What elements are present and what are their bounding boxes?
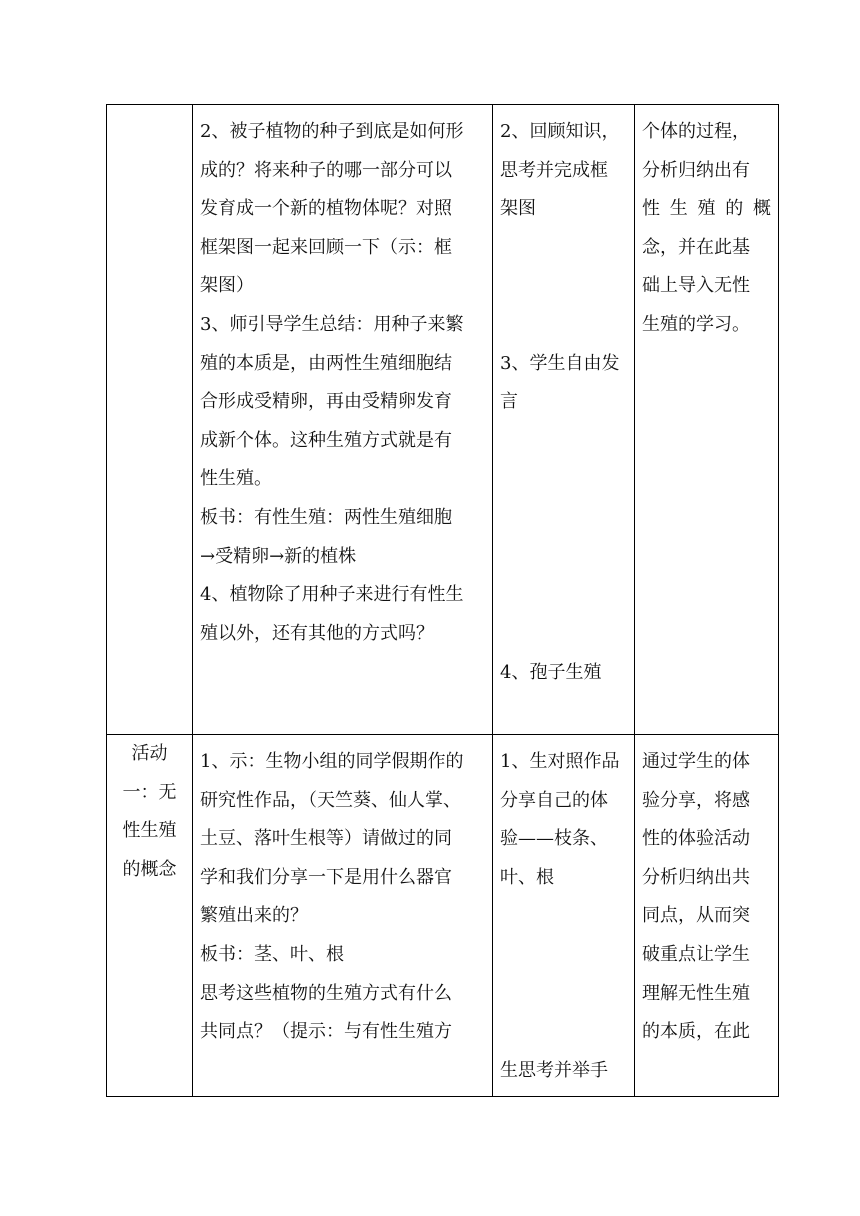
lesson-plan-table (106, 104, 779, 1097)
student-text-line: 2、回顾知识， (500, 121, 620, 142)
table-row (107, 735, 779, 1097)
student-text-line: 架图 (500, 198, 536, 220)
table-row (107, 105, 779, 735)
student-text-line: 1、生对照作品 (500, 751, 620, 772)
teacher-text-line: 学和我们分享一下是用什么器官 (200, 866, 452, 888)
stage-text-line: 的概念 (122, 858, 177, 880)
intent-text-line: 生殖的学习。 (642, 313, 750, 335)
teacher-text-line: 框架图一起来回顾一下（示：框 (200, 236, 452, 258)
teacher-text-line: 殖以外，还有其他的方式吗？ (200, 622, 434, 644)
student-text-line: 言 (500, 391, 518, 413)
teacher-text-line: 共同点？（提示：与有性生殖方 (200, 1021, 452, 1043)
intent-text-line: 理解无性生殖 (642, 982, 750, 1004)
student-text-line: 分享自己的体 (500, 789, 608, 811)
intent-text-line: 念，并在此基 (642, 236, 750, 258)
student-text-line: 叶、根 (500, 866, 554, 888)
intent-text-line: 通过学生的体 (642, 751, 750, 772)
teacher-activity-cell (193, 105, 493, 735)
design-intent-cell (635, 735, 779, 1097)
teacher-text-line: →受精卵→新的植株 (200, 545, 357, 567)
design-intent-cell (635, 105, 779, 735)
teacher-text-line: 繁殖出来的？ (200, 905, 308, 927)
teacher-text-line: 1、示：生物小组的同学假期作的 (200, 751, 464, 772)
student-activity-cell (493, 735, 635, 1097)
teacher-text-line: 板书：茎、叶、根 (200, 943, 344, 965)
intent-text-line: 破重点让学生 (642, 943, 750, 965)
student-text-line: 思考并完成框 (500, 159, 608, 181)
intent-text-line: 个体的过程， (642, 121, 750, 142)
intent-text-line: 分析归纳出共 (642, 866, 750, 888)
teacher-text-line: 土豆、落叶生根等）请做过的同 (200, 828, 452, 850)
teacher-text-line: 研究性作品，（天竺葵、仙人掌、 (200, 789, 461, 811)
teacher-text-line: 架图） (200, 275, 254, 297)
teacher-text-line: 4、植物除了用种子来进行有性生 (200, 584, 464, 606)
intent-text-line: 验分享，将感 (642, 789, 750, 811)
teacher-text-line: 成新个体。这种生殖方式就是有 (200, 429, 452, 451)
teacher-text-line: 3、师引导学生总结：用种子来繁 (200, 313, 464, 335)
student-text-line: 生思考并举手 (500, 1060, 608, 1082)
teacher-text-line: 殖的本质是，由两性生殖细胞结 (200, 352, 452, 374)
teacher-text-line: 板书：有性生殖：两性生殖细胞 (200, 506, 452, 528)
stage-text-line: 一：无 (122, 781, 177, 803)
intent-text-line: 同点，从而突 (642, 905, 750, 927)
teacher-text-line: 思考这些植物的生殖方式有什么 (200, 982, 452, 1004)
stage-text-line: 性生殖 (122, 820, 177, 842)
stage-cell (107, 105, 193, 735)
stage-cell (107, 735, 193, 1097)
intent-text-line: 础上导入无性 (642, 275, 750, 297)
intent-text-line: 分析归纳出有 (642, 159, 750, 181)
intent-text-line: 性生殖的概 (642, 198, 771, 220)
teacher-text-line: 性生殖。 (200, 468, 272, 490)
teacher-text-line: 成的？将来种子的哪一部分可以 (200, 159, 452, 181)
teacher-activity-cell (193, 735, 493, 1097)
teacher-text-line: 发育成一个新的植物体呢？对照 (200, 198, 452, 220)
teacher-text-line: 合形成受精卵，再由受精卵发育 (200, 391, 452, 413)
intent-text-line: 的本质，在此 (642, 1021, 750, 1043)
student-text-line: 4、孢子生殖 (500, 661, 602, 683)
teacher-text-line: 2、被子植物的种子到底是如何形 (200, 121, 464, 142)
student-text-line: 验——枝条、 (500, 828, 608, 850)
student-text-line: 3、学生自由发 (500, 352, 620, 374)
stage-text-line: 活动 (131, 743, 168, 764)
intent-text-line: 性的体验活动 (642, 828, 750, 850)
student-activity-cell (493, 105, 635, 735)
